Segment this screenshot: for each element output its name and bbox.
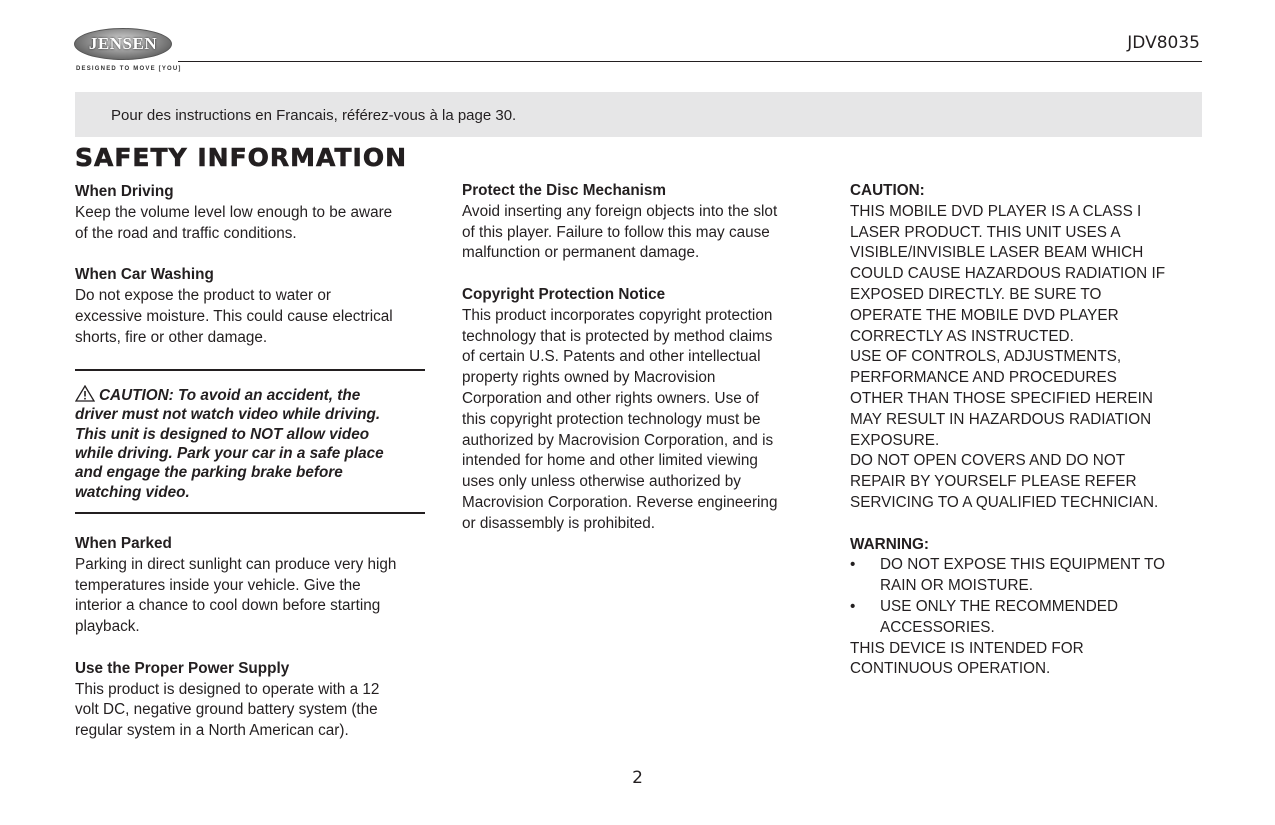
section-text: THIS DEVICE IS INTENDED FOR CONTINUOUS OPERATION. [850,639,1084,678]
jensen-logo [74,28,182,74]
section-heading: Use the Proper Power Supply [75,659,290,677]
section-car-washing [75,265,430,348]
warning-bullet: • DO NOT EXPOSE THIS EQUIPMENT TO RAIN OR MOISTURE. [850,555,1205,597]
header-divider [178,61,1202,62]
section-heading: When Parked [75,534,172,552]
section-text: THIS MOBILE DVD PLAYER IS A CLASS I LASER PRODUCT. THIS UNIT USES A VISIBLE/INVISIBLE LASER BEAM WHICH COULD CAUSE HAZARDOUS RADIATION IF EXPOSED DIRECTLY. BE SURE TO OPERATE THE MOBILE DVD PLAYER CORRECTLY AS INSTRUCTED. USE OF CONTROLS, ADJUSTMENTS, PERFORMANCE AND PROCEDURES OTHER THAN THOSE SPECIFIED HEREIN MAY RESULT IN HAZARDOUS RADIATION EXPOSURE. DO NOT OPEN COVERS AND DO NOT REPAIR BY YOURSELF PLEASE REFER SERVICING TO A QUALIFIED TECHNICIAN. [850,202,1166,511]
warning-bullet: • USE ONLY THE RECOMMENDED ACCESSORIES. [850,597,1205,639]
section-laser-caution [850,181,1205,514]
logo-oval [74,28,172,60]
section-heading: Protect the Disc Mechanism [462,182,667,199]
section-heading: CAUTION: [850,182,925,199]
page-title: SAFETY INFORMATION [75,143,407,172]
section-disc-mechanism [462,181,812,264]
caution-text: CAUTION: To avoid an accident, the driver must not watch video while driving. This unit is designed to NOT allow video while driving. Park your car in a safe place and engage the parking brake before watching video. [75,387,384,501]
section-when-driving [75,182,430,244]
column-1 [75,182,430,763]
model-number: JDV8035 [1127,33,1200,53]
french-instructions-banner [75,92,1202,137]
section-heading: When Car Washing [75,266,214,284]
section-copyright [462,285,812,535]
section-text: Keep the volume level low enough to be aware of the road and traffic conditions. [75,203,393,242]
section-heading: Copyright Protection Notice [462,285,666,303]
logo-text: JENSEN [88,34,158,53]
column-2 [462,181,812,555]
section-power-supply [75,659,430,742]
banner-text: Pour des instructions en Francais, référez-vous à la page 30. [111,107,517,124]
section-text: Parking in direct sunlight can produce very high temperatures inside your vehicle. Give the interior a chance to cool down before starting playback. [75,555,397,636]
section-text: Avoid inserting any foreign objects into the slot of this player. Failure to follow this may cause malfunction or permanent damage. [462,202,778,262]
section-heading: When Driving [75,183,174,200]
warning-triangle-icon [75,385,95,402]
section-text: This product incorporates copyright protection technology that is protected by method claims of certain U.S. Patents and other intellectual property rights owned by Macrovision Corporation and other rights owners. Use of this copyright protection technology must be authorized by Macrovision Corporation, and is intended for home and other limited viewing uses only unless otherwise authorized by Macrovision Corporation. Reverse engineering or disassembly is prohibited. [462,306,778,532]
warning-list [850,555,1205,638]
logo-tagline: DESIGNED TO MOVE [YOU] [76,66,182,72]
caution-rule-bottom [75,512,425,514]
section-text: Do not expose the product to water or excessive moisture. This could cause electrical shorts, fire or other damage. [75,286,393,346]
driving-caution-box [75,371,430,512]
column-3 [850,181,1205,701]
section-heading: WARNING: [850,535,930,553]
section-warning [850,535,1205,681]
section-when-parked [75,534,430,638]
page-number: 2 [632,768,643,788]
section-text: This product is designed to operate with a 12 volt DC, negative ground battery system (the regular system in a North American car). [75,680,380,740]
